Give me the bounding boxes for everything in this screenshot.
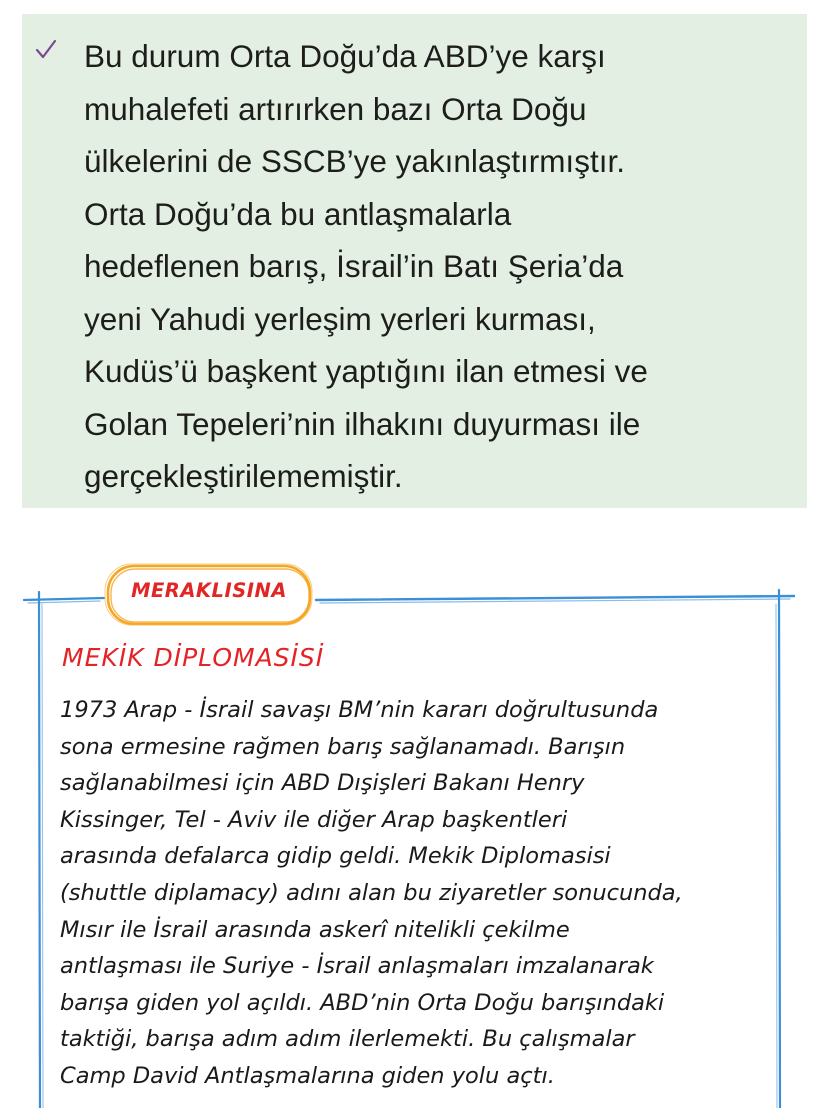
box-paragraph [60, 692, 780, 1095]
note-line: ülkelerini de SSCB’ye yakınlaştırmıştır. [84, 143, 625, 179]
note-line: Orta Doğu’da bu antlaşmalarla [84, 195, 512, 232]
note-line: hedeflenen barış, İsrail’in Batı Şeria’da [84, 248, 624, 284]
note-line: Golan Tepeleri’nin ilhakını duyurması ile [84, 405, 641, 442]
box-line: Camp David Antlaşmalarına giden yolu açtı. [60, 1062, 555, 1089]
note-line: gerçekleştirilememiştir. [84, 458, 403, 494]
note-line: muhalefeti artırırken bazı Orta Doğu [84, 90, 587, 127]
box-heading: MEKİK DİPLOMASİSİ [62, 643, 325, 672]
note-line: Kudüs’ü başkent yaptığını ilan etmesi ve [84, 353, 648, 389]
box-line: arasında defalarca gidip geldi. Mekik Diplomasisi [60, 843, 611, 870]
box-line: Kissinger, Tel - Aviv ile diğer Arap başkentleri [60, 806, 568, 833]
box-line: taktiği, barışa adım adım ilerlemekti. Bu çalışmalar [60, 1026, 635, 1053]
box-line: (shuttle diplamacy) adını alan bu ziyaretler sonucunda, [60, 879, 683, 906]
box-line: 1973 Arap - İsrail savaşı BM’nin kararı doğrultusunda [60, 697, 659, 723]
box-line: sağlanabilmesi için ABD Dışişleri Bakanı Henry [60, 770, 585, 797]
box-line: sona ermesine rağmen barış sağlanamadı. Barışın [60, 733, 626, 760]
box-line: Mısır ile İsrail arasında askerî nitelikli çekilme [60, 916, 570, 943]
meraklisina-label: MERAKLISINA [131, 579, 287, 602]
box-line: antlaşması ile Suriye - İsrail anlaşmaları imzalanarak [60, 953, 654, 980]
box-line: barışa giden yol açıldı. ABD’nin Orta Doğu barışındaki [60, 989, 665, 1016]
note-line: yeni Yahudi yerleşim yerleri kurması, [84, 300, 596, 337]
note-line: Bu durum Orta Doğu’da ABD’ye karşı [84, 38, 606, 74]
